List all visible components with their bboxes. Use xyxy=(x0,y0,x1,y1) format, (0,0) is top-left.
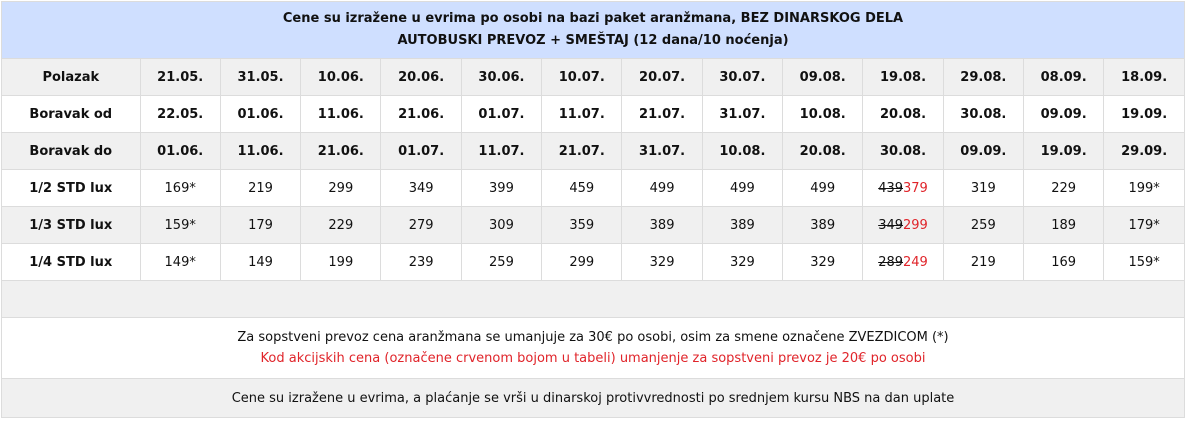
promo-price: 299 xyxy=(903,217,928,233)
promo-price: 379 xyxy=(903,180,928,196)
price-cell: 329 xyxy=(622,244,702,281)
room-type-label: 1/3 STD lux xyxy=(2,207,141,244)
note-line-2: Kod akcijskih cena (označene crvenom bojom u tabeli) umanjenje za sopstveni prevoz je 20€ po osobi xyxy=(260,351,926,366)
date-cell: 10.06. xyxy=(301,59,381,96)
price-cell: 259 xyxy=(943,207,1023,244)
date-cell: 09.08. xyxy=(783,59,863,96)
price-cell: 189 xyxy=(1023,207,1103,244)
price-cell: 359 xyxy=(542,207,622,244)
price-cell: 229 xyxy=(1023,170,1103,207)
promo-price: 249 xyxy=(903,254,928,270)
room-type-label: 1/4 STD lux xyxy=(2,244,141,281)
room-type-label: 1/2 STD lux xyxy=(2,170,141,207)
date-cell: 21.07. xyxy=(622,96,702,133)
price-cell: 239 xyxy=(381,244,461,281)
price-cell: 349 xyxy=(381,170,461,207)
price-cell: 219 xyxy=(220,170,300,207)
date-cell: 01.07. xyxy=(461,96,541,133)
date-cell: 29.08. xyxy=(943,59,1023,96)
date-cell: 30.07. xyxy=(702,59,782,96)
date-cell: 20.08. xyxy=(863,96,943,133)
date-cell: 01.06. xyxy=(140,133,220,170)
old-price: 289 xyxy=(878,254,904,270)
price-cell: 179 xyxy=(220,207,300,244)
date-cell: 21.05. xyxy=(140,59,220,96)
price-cell: 149* xyxy=(140,244,220,281)
date-cell: 30.08. xyxy=(943,96,1023,133)
old-price: 349 xyxy=(878,217,904,233)
date-cell: 22.05. xyxy=(140,96,220,133)
price-cell: 389 xyxy=(622,207,702,244)
price-cell: 179* xyxy=(1104,207,1185,244)
table-row xyxy=(2,59,1185,96)
price-cell: 169 xyxy=(1023,244,1103,281)
date-cell: 30.08. xyxy=(863,133,943,170)
price-cell: 499 xyxy=(702,170,782,207)
note-line-1: Za sopstveni prevoz cena aranžmana se umanjuje za 30€ po osobi, osim za smene označene ZVEZDICOM (*) xyxy=(237,330,949,345)
price-cell: 219 xyxy=(943,244,1023,281)
date-cell: 11.06. xyxy=(301,96,381,133)
price-cell: 159* xyxy=(1104,244,1185,281)
price-table xyxy=(1,1,1185,418)
price-rows xyxy=(2,170,1185,281)
date-cell: 21.07. xyxy=(542,133,622,170)
transport-note xyxy=(2,318,1185,379)
payment-note: Cene su izražene u evrima, a plaćanje se vrši u dinarskoj protivvrednosti po srednjem kursu NBS na dan uplate xyxy=(2,379,1185,418)
price-cell: 329 xyxy=(702,244,782,281)
price-cell: 499 xyxy=(783,170,863,207)
price-cell: 299 xyxy=(301,170,381,207)
date-cell: 09.09. xyxy=(1023,96,1103,133)
price-cell: 389 xyxy=(702,207,782,244)
price-cell: 259 xyxy=(461,244,541,281)
promo-price-cell xyxy=(863,244,943,281)
date-cell: 01.06. xyxy=(220,96,300,133)
table-row xyxy=(2,170,1185,207)
price-cell: 169* xyxy=(140,170,220,207)
date-cell: 18.09. xyxy=(1104,59,1185,96)
date-cell: 21.06. xyxy=(381,96,461,133)
table-row xyxy=(2,133,1185,170)
price-cell: 149 xyxy=(220,244,300,281)
price-cell: 299 xyxy=(542,244,622,281)
date-cell: 10.08. xyxy=(702,133,782,170)
date-cell: 20.06. xyxy=(381,59,461,96)
row-label: Polazak xyxy=(2,59,141,96)
date-rows xyxy=(2,59,1185,170)
date-cell: 31.07. xyxy=(702,96,782,133)
spacer-row xyxy=(2,281,1185,318)
table-row xyxy=(2,96,1185,133)
price-cell: 309 xyxy=(461,207,541,244)
date-cell: 31.07. xyxy=(622,133,702,170)
price-cell: 499 xyxy=(622,170,702,207)
date-cell: 29.09. xyxy=(1104,133,1185,170)
row-label: Boravak od xyxy=(2,96,141,133)
date-cell: 08.09. xyxy=(1023,59,1103,96)
date-cell: 11.06. xyxy=(220,133,300,170)
date-cell: 10.07. xyxy=(542,59,622,96)
date-cell: 19.09. xyxy=(1023,133,1103,170)
date-cell: 01.07. xyxy=(381,133,461,170)
promo-price-cell xyxy=(863,207,943,244)
price-cell: 389 xyxy=(783,207,863,244)
price-cell: 199* xyxy=(1104,170,1185,207)
date-cell: 11.07. xyxy=(542,96,622,133)
date-cell: 11.07. xyxy=(461,133,541,170)
promo-price-cell xyxy=(863,170,943,207)
table-row xyxy=(2,244,1185,281)
price-cell: 399 xyxy=(461,170,541,207)
price-cell: 279 xyxy=(381,207,461,244)
price-cell: 229 xyxy=(301,207,381,244)
date-cell: 19.08. xyxy=(863,59,943,96)
date-cell: 20.08. xyxy=(783,133,863,170)
date-cell: 31.05. xyxy=(220,59,300,96)
price-cell: 159* xyxy=(140,207,220,244)
row-label: Boravak do xyxy=(2,133,141,170)
date-cell: 10.08. xyxy=(783,96,863,133)
date-cell: 09.09. xyxy=(943,133,1023,170)
price-cell: 329 xyxy=(783,244,863,281)
date-cell: 21.06. xyxy=(301,133,381,170)
price-cell: 459 xyxy=(542,170,622,207)
header-line-1: Cene su izražene u evrima po osobi na bazi paket aranžmana, BEZ DINARSKOG DELA xyxy=(282,11,904,26)
table-row xyxy=(2,207,1185,244)
date-cell: 30.06. xyxy=(461,59,541,96)
price-cell: 199 xyxy=(301,244,381,281)
table-header xyxy=(2,2,1185,59)
old-price: 439 xyxy=(878,180,904,196)
date-cell: 19.09. xyxy=(1104,96,1185,133)
price-cell: 319 xyxy=(943,170,1023,207)
date-cell: 20.07. xyxy=(622,59,702,96)
header-line-2: AUTOBUSKI PREVOZ + SMEŠTAJ (12 dana/10 noćenja) xyxy=(397,33,789,48)
